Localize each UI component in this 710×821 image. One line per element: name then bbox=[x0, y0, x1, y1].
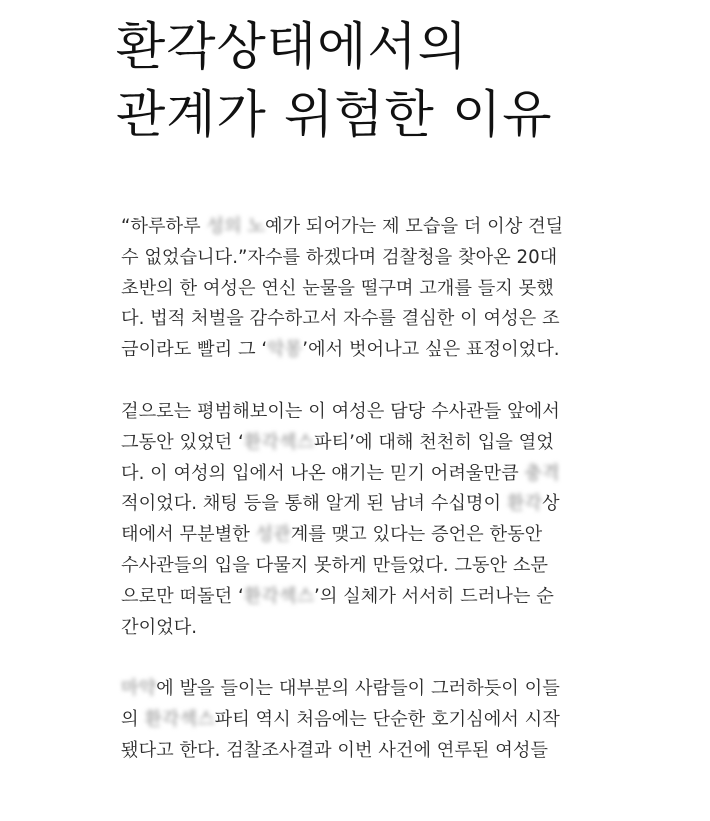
blurred-text: 환각섹스 bbox=[243, 431, 315, 453]
text-segment: 그동안 있었던 ‘ bbox=[121, 431, 244, 453]
paragraph-line bbox=[121, 489, 599, 520]
text-segment: 적이었다. 채팅 등을 통해 알게 된 남녀 수십명이 bbox=[121, 493, 507, 515]
paragraph-line bbox=[121, 705, 599, 736]
paragraph-line bbox=[121, 212, 599, 243]
blurred-text: 성관 bbox=[255, 524, 291, 546]
paragraph-line bbox=[121, 520, 599, 551]
text-segment: 계를 맺고 있다는 증언은 한동안 bbox=[290, 524, 543, 546]
paragraph-line bbox=[121, 397, 599, 428]
text-segment: ’의 실체가 서서히 드러나는 순 bbox=[314, 585, 554, 607]
text-segment: 됐다고 한다. 검찰조사결과 이번 사건에 연루된 여성들 bbox=[121, 739, 548, 761]
text-segment: 겉으로는 평범해보이는 이 여성은 담당 수사관들 앞에서 bbox=[121, 400, 560, 422]
paragraph-line bbox=[121, 243, 599, 274]
text-segment: 의 bbox=[121, 709, 145, 731]
paragraph-line bbox=[121, 551, 599, 582]
text-segment: 파티’에 대해 천천히 입을 열었 bbox=[314, 431, 554, 453]
text-segment: 예가 되어가는 제 모습을 더 이상 견딜 bbox=[264, 216, 564, 237]
paragraph-line bbox=[121, 736, 599, 767]
paragraph-line bbox=[121, 613, 599, 644]
text-segment: 수사관들의 입을 다물지 못하게 만들었다. 그동안 소문 bbox=[121, 554, 548, 576]
paragraph-line bbox=[121, 335, 599, 366]
text-segment: ’에서 벗어나고 싶은 표정이었다. bbox=[302, 339, 560, 361]
blurred-text: 충격 bbox=[524, 462, 560, 484]
text-segment: 다. 법적 처벌을 감수하고서 자수를 결심한 이 여성은 조 bbox=[121, 308, 560, 330]
text-segment: 에 발을 들이는 대부분의 사람들이 그러하듯이 이들 bbox=[156, 678, 560, 700]
paragraph-line bbox=[121, 304, 599, 335]
blurred-text: 악몽 bbox=[267, 339, 303, 361]
text-segment: 초반의 한 여성은 연신 눈물을 떨구며 고개를 들지 못했 bbox=[121, 277, 554, 299]
paragraph-line bbox=[121, 582, 599, 613]
blurred-text: 환각섹스 bbox=[144, 709, 215, 731]
paragraph-line bbox=[121, 274, 599, 305]
article-title-line-1: 환각상태에서의 bbox=[116, 18, 468, 77]
paragraph-line bbox=[121, 428, 599, 459]
blurred-text: 성의 노 bbox=[206, 216, 265, 237]
blurred-text: 환각섹스 bbox=[243, 585, 315, 607]
article-body bbox=[121, 212, 599, 798]
text-segment: 간이었다. bbox=[121, 616, 198, 638]
article-title-line-2: 관계가 위험한 이유 bbox=[116, 86, 553, 145]
text-segment: 다. 이 여성의 입에서 나온 얘기는 믿기 어려울만큼 bbox=[121, 462, 525, 484]
article-title bbox=[116, 14, 696, 150]
text-segment: 수 없었습니다.”자수를 하겠다며 검찰청을 찾아온 20대 bbox=[121, 246, 558, 268]
blurred-text: 마약 bbox=[121, 678, 157, 700]
text-segment: 태에서 무분별한 bbox=[121, 524, 256, 546]
blurred-text: 환각 bbox=[506, 493, 542, 515]
paragraph-line bbox=[121, 674, 599, 705]
text-segment: 금이라도 빨리 그 ‘ bbox=[121, 339, 268, 361]
article-paragraph bbox=[121, 397, 599, 643]
text-segment: 파티 역시 처음에는 단순한 호기심에서 시작 bbox=[214, 709, 560, 731]
paragraph-line bbox=[121, 459, 599, 490]
text-segment: 상 bbox=[542, 493, 560, 515]
text-segment: “하루하루 bbox=[121, 216, 207, 237]
article-paragraph bbox=[121, 674, 599, 766]
article-paragraph bbox=[121, 212, 599, 366]
text-segment: 으로만 떠돌던 ‘ bbox=[121, 585, 244, 607]
